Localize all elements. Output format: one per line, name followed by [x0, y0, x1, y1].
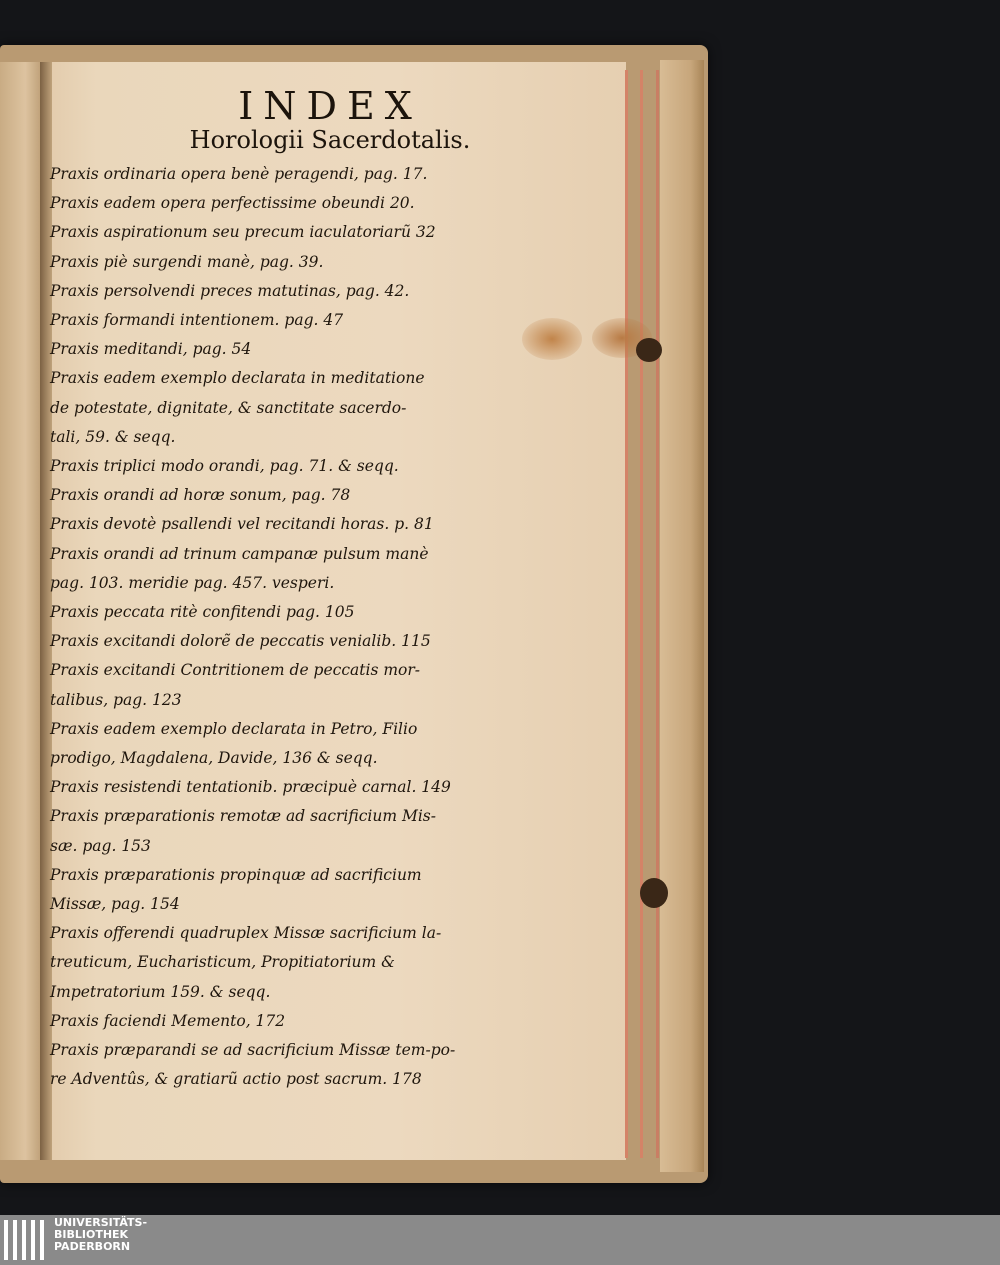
worm-hole	[640, 878, 668, 908]
index-entry-text: Praxis excitandi Contritionem de peccatis mor-	[50, 661, 421, 680]
index-entry-text: Praxis ordinaria opera benè peragendi, pag. 17.	[50, 165, 428, 183]
index-entry-text: Impetratorium 159. & seqq.	[50, 982, 271, 1001]
index-entry	[50, 978, 520, 1007]
index-entry-text: Praxis persolvendi preces matutinas, pag. 42.	[50, 281, 410, 300]
index-entry-text: Praxis orandi ad horæ sonum, pag. 78	[50, 486, 351, 505]
index-entry-text: talibus, pag. 123	[50, 690, 182, 709]
index-entry-text: Praxis peccata ritè confitendi pag. 105	[50, 603, 355, 622]
index-entry-text: prodigo, Magdalena, Davide, 136 & seqq.	[50, 749, 378, 768]
index-entry-text: Praxis piè surgendi manè, pag. 39.	[50, 252, 324, 271]
page-edge-line	[625, 70, 628, 1158]
index-entry-text: Praxis eadem exemplo declarata in Petro, Filio	[50, 719, 418, 738]
index-entry	[50, 364, 520, 393]
index-entry-text: Praxis præparationis propinquæ ad sacrificium	[50, 865, 422, 884]
index-entry-text: Praxis orandi ad trinum campanæ pulsum manè	[50, 544, 429, 563]
index-entry-text: Praxis meditandi, pag. 54	[50, 340, 252, 359]
index-entry-text: Praxis eadem exemplo declarata in meditatione	[50, 369, 425, 388]
index-entry-text: Praxis devotè psallendi vel recitandi horas. p. 81	[50, 515, 434, 534]
index-entry	[50, 948, 520, 977]
index-entry	[50, 686, 520, 715]
index-entry	[50, 773, 520, 802]
index-entry	[50, 248, 520, 277]
index-entry	[50, 452, 520, 481]
index-entry	[50, 832, 520, 861]
fore-edge	[660, 60, 704, 1172]
water-stain	[522, 318, 582, 360]
library-name-line: BIBLIOTHEK	[54, 1228, 129, 1241]
index-entry	[50, 890, 520, 919]
index-entry	[50, 306, 520, 335]
index-entry-text: Praxis præparationis remotæ ad sacrificium Mis-	[50, 807, 436, 826]
index-entry-text: pag. 103. meridie pag. 457. vesperi.	[50, 573, 335, 592]
worm-hole	[636, 338, 662, 362]
index-entry-text: Praxis excitandi dolorẽ de peccatis venialib. 115	[50, 632, 431, 651]
index-entry	[50, 1065, 520, 1094]
index-entry-text: sæ. pag. 153	[50, 836, 151, 855]
page-edge-line	[656, 70, 659, 1158]
page-title: INDEX	[238, 84, 422, 128]
index-entry-text: Praxis præparandi se ad sacrificium Missæ tem-po-	[50, 1041, 456, 1060]
index-entry	[50, 861, 520, 890]
index-entry	[50, 1007, 520, 1036]
library-footer	[0, 1215, 1000, 1265]
library-logo-icon	[4, 1220, 46, 1260]
page-edge-line	[640, 70, 643, 1158]
index-entry	[50, 598, 520, 627]
index-entry-text: re Adventûs, & gratiarũ actio post sacrum. 178	[50, 1070, 422, 1089]
index-entry	[50, 423, 520, 452]
index-entry	[50, 744, 520, 773]
index-entry-text: Praxis triplici modo orandi, pag. 71. & seqq.	[50, 457, 399, 476]
index-entry	[50, 919, 520, 948]
index-entry	[50, 656, 520, 685]
index-entries	[50, 160, 520, 1095]
index-entry	[50, 715, 520, 744]
index-entry	[50, 569, 520, 598]
index-entry	[50, 394, 520, 423]
index-entry-text: Praxis eadem opera perfectissime obeundi 20.	[50, 194, 415, 213]
index-entry	[50, 277, 520, 306]
index-entry-text: Praxis formandi intentionem. pag. 47	[50, 311, 344, 330]
index-entry-text: Praxis resistendi tentationib. præcipuè carnal. 149	[50, 778, 451, 797]
index-entry-text: Praxis offerendi quadruplex Missæ sacrificium la-	[50, 924, 442, 943]
index-entry	[50, 335, 520, 364]
index-entry-text: tali, 59. & seqq.	[50, 427, 176, 446]
index-entry-text: Praxis faciendi Memento, 172	[50, 1011, 286, 1030]
index-entry	[50, 160, 520, 189]
index-entry	[50, 1036, 520, 1065]
index-entry-text: Praxis aspirationum seu precum iaculatoriarũ 32	[50, 223, 436, 242]
index-entry-text: de potestate, dignitate, & sanctitate sacerdo-	[50, 398, 407, 417]
library-name-line: UNIVERSITÄTS-	[54, 1216, 148, 1229]
index-entry	[50, 218, 520, 247]
index-entry	[50, 481, 520, 510]
index-entry-text: Missæ, pag. 154	[50, 895, 180, 914]
library-name	[54, 1217, 147, 1253]
index-entry-text: treuticum, Eucharisticum, Propitiatorium &	[50, 953, 395, 972]
index-entry	[50, 802, 520, 831]
index-entry	[50, 540, 520, 569]
index-entry	[50, 627, 520, 656]
index-entry	[50, 510, 520, 539]
index-entry	[50, 189, 520, 218]
library-name-line: PADERBORN	[54, 1240, 131, 1253]
page-subtitle: Horologii Sacerdotalis.	[189, 126, 471, 154]
